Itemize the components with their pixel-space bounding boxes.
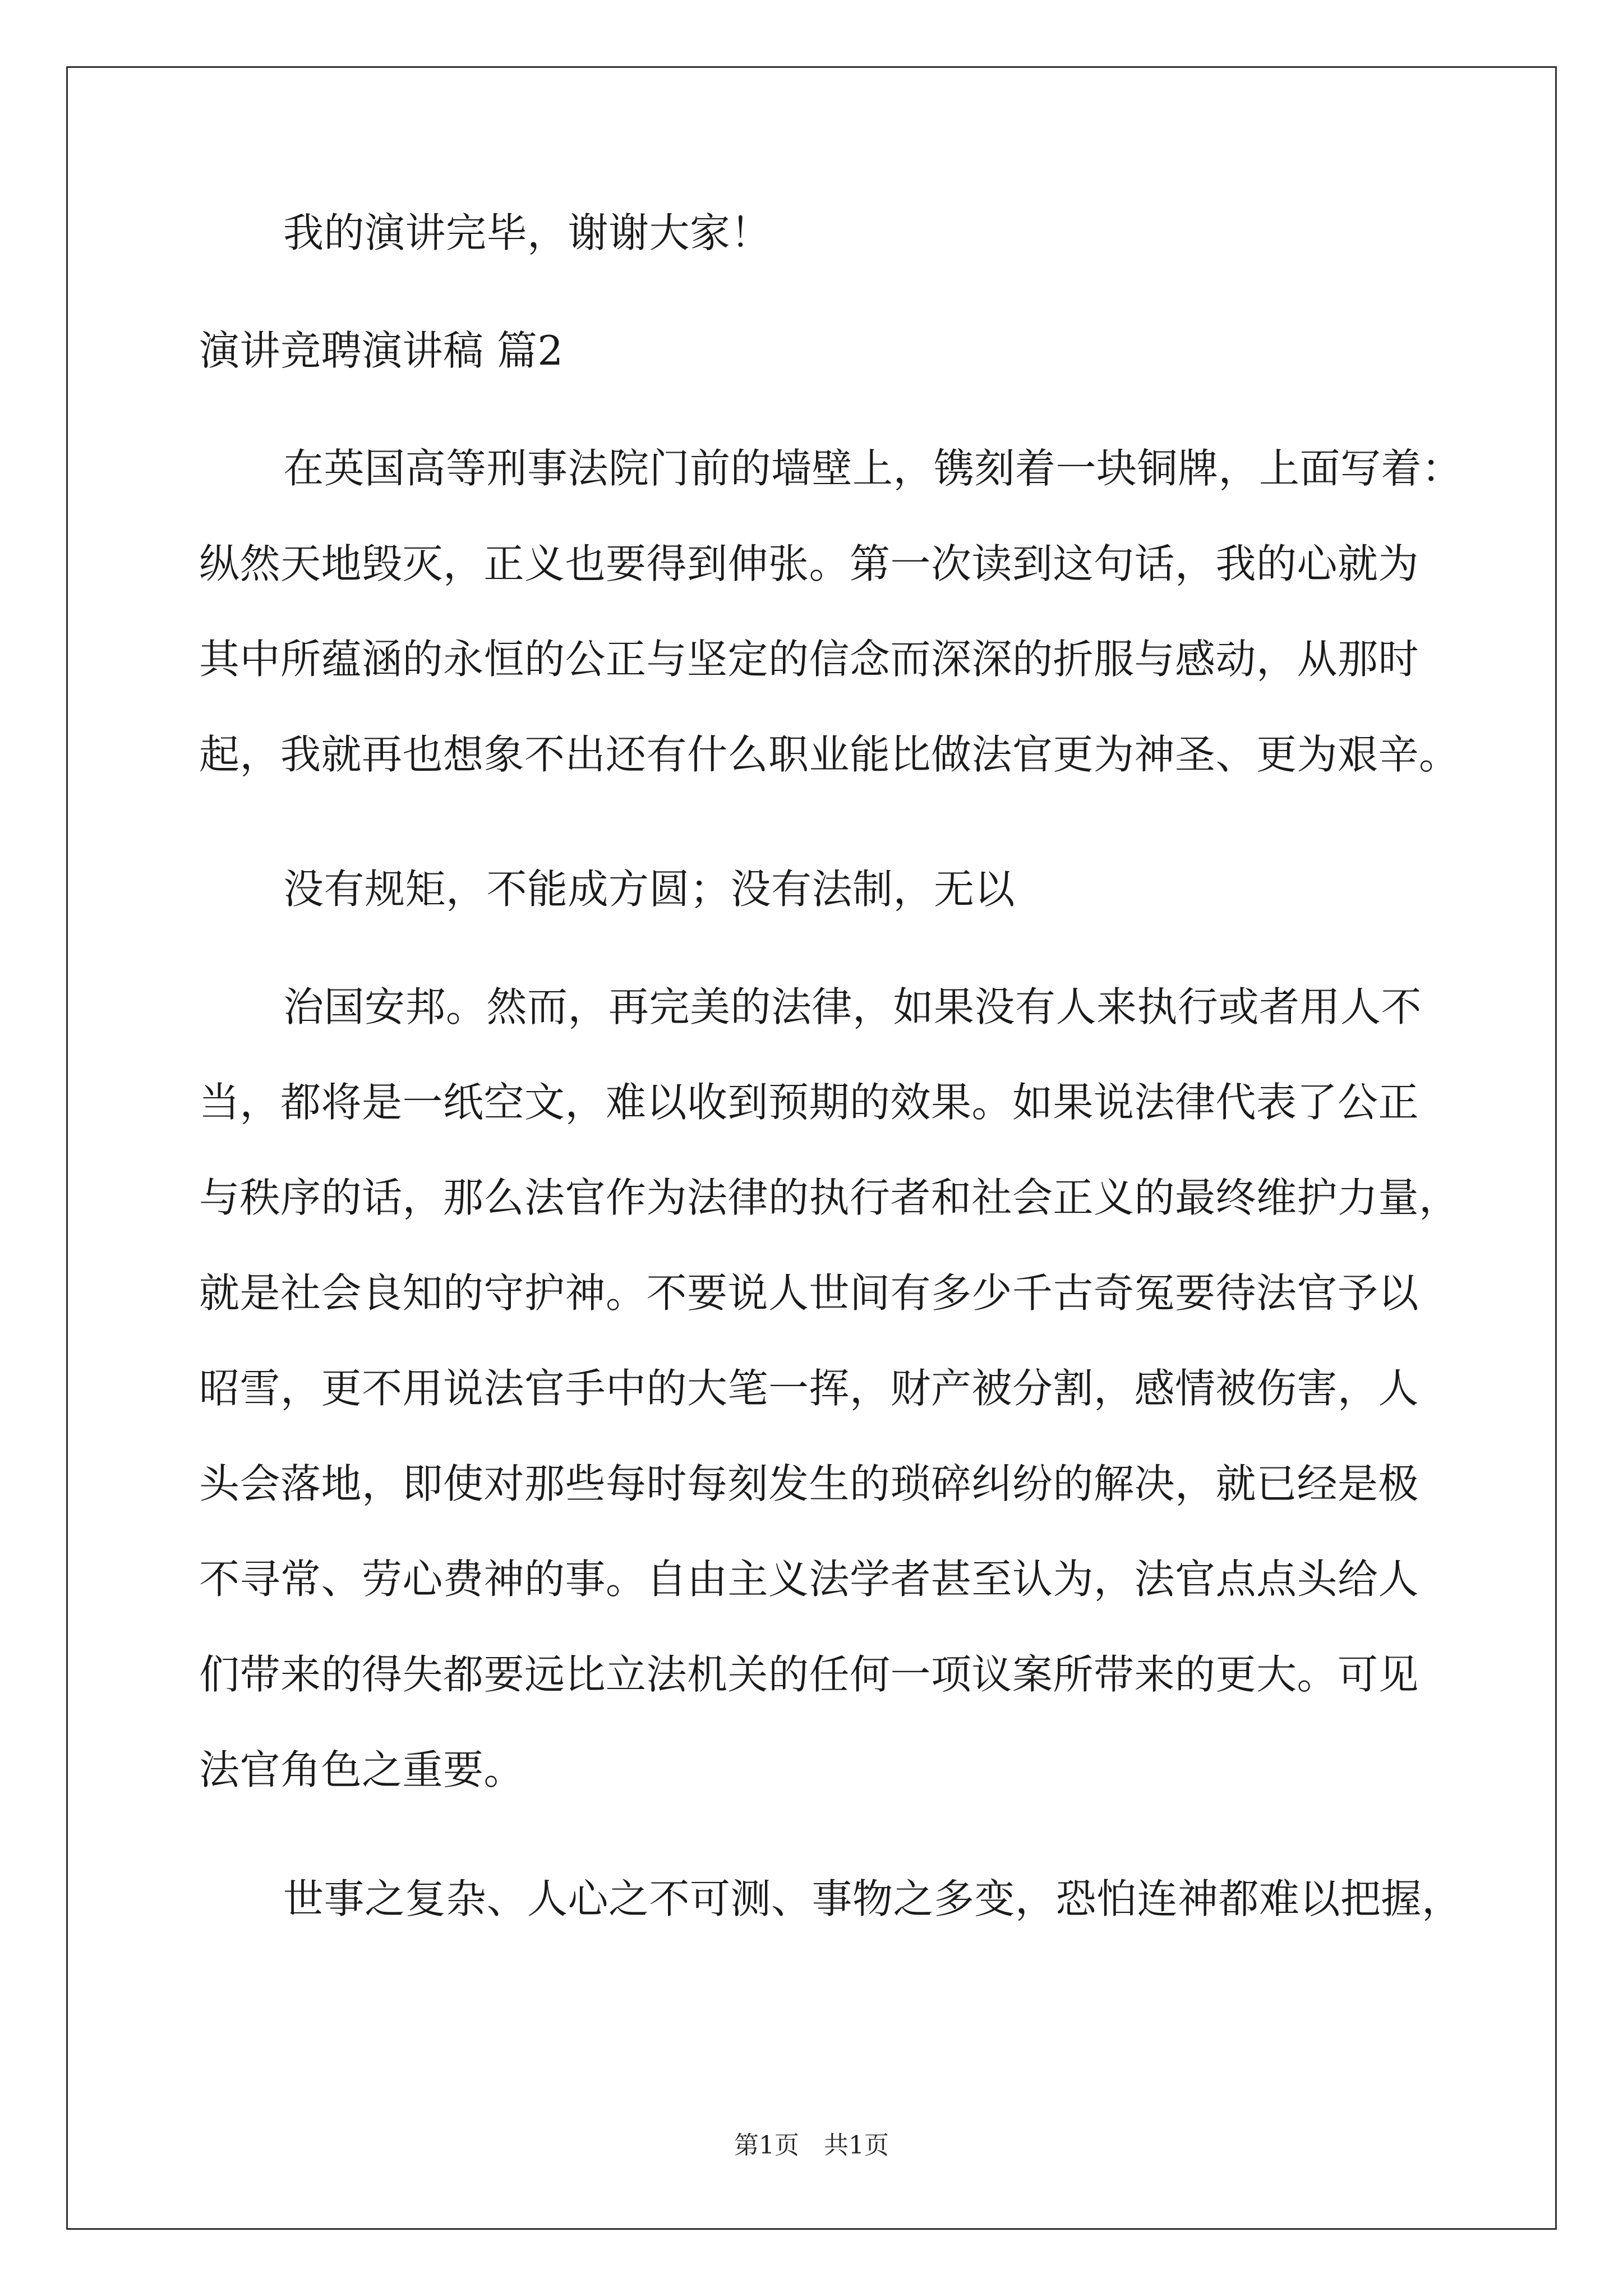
paragraph-line: 头会落地，即使对那些每时每刻发生的琐碎纠纷的解决，就已经是极 bbox=[199, 1460, 1419, 1507]
paragraph-line: 法官角色之重要。 bbox=[199, 1746, 525, 1793]
paragraph-line: 当，都将是一纸空文，难以收到预期的效果。如果说法律代表了公正 bbox=[199, 1079, 1419, 1126]
paragraph-line: 就是社会良知的守护神。不要说人世间有多少千古奇冤要待法官予以 bbox=[199, 1269, 1419, 1317]
paragraph-line: 世事之复杂、人心之不可测、事物之多变，恐怕连神都难以把握， bbox=[283, 1875, 1463, 1922]
paragraph-line: 昭雪，更不用说法官手中的大笔一挥，财产被分割，感情被伤害，人 bbox=[199, 1365, 1419, 1412]
section-heading: 演讲竞聘演讲稿 篇2 bbox=[199, 327, 564, 374]
paragraph-line: 起，我就再也想象不出还有什么职业能比做法官更为神圣、更为艰辛。 bbox=[199, 731, 1460, 778]
page-footer: 第1页 共1页 bbox=[734, 2131, 889, 2160]
paragraph-line: 在英国高等刑事法院门前的墙壁上，镌刻着一块铜牌，上面写着： bbox=[283, 445, 1463, 492]
paragraph-line: 们带来的得失都要远比立法机关的任何一项议案所带来的更大。可见 bbox=[199, 1651, 1419, 1698]
paragraph-line: 没有规矩，不能成方圆；没有法制，无以 bbox=[283, 866, 1016, 913]
paragraph-line: 不寻常、劳心费神的事。自由主义法学者甚至认为，法官点点头给人 bbox=[199, 1556, 1419, 1603]
closing-line: 我的演讲完毕，谢谢大家！ bbox=[283, 209, 772, 256]
paragraph-line: 纵然天地毁灭，正义也要得到伸张。第一次读到这句话，我的心就为 bbox=[199, 540, 1419, 587]
paragraph-line: 治国安邦。然而，再完美的法律，如果没有人来执行或者用人不 bbox=[283, 983, 1422, 1030]
paragraph-line: 与秩序的话，那么法官作为法律的执行者和社会正义的最终维护力量， bbox=[199, 1174, 1460, 1221]
paragraph-line: 其中所蕴涵的永恒的公正与坚定的信念而深深的折服与感动，从那时 bbox=[199, 636, 1419, 683]
